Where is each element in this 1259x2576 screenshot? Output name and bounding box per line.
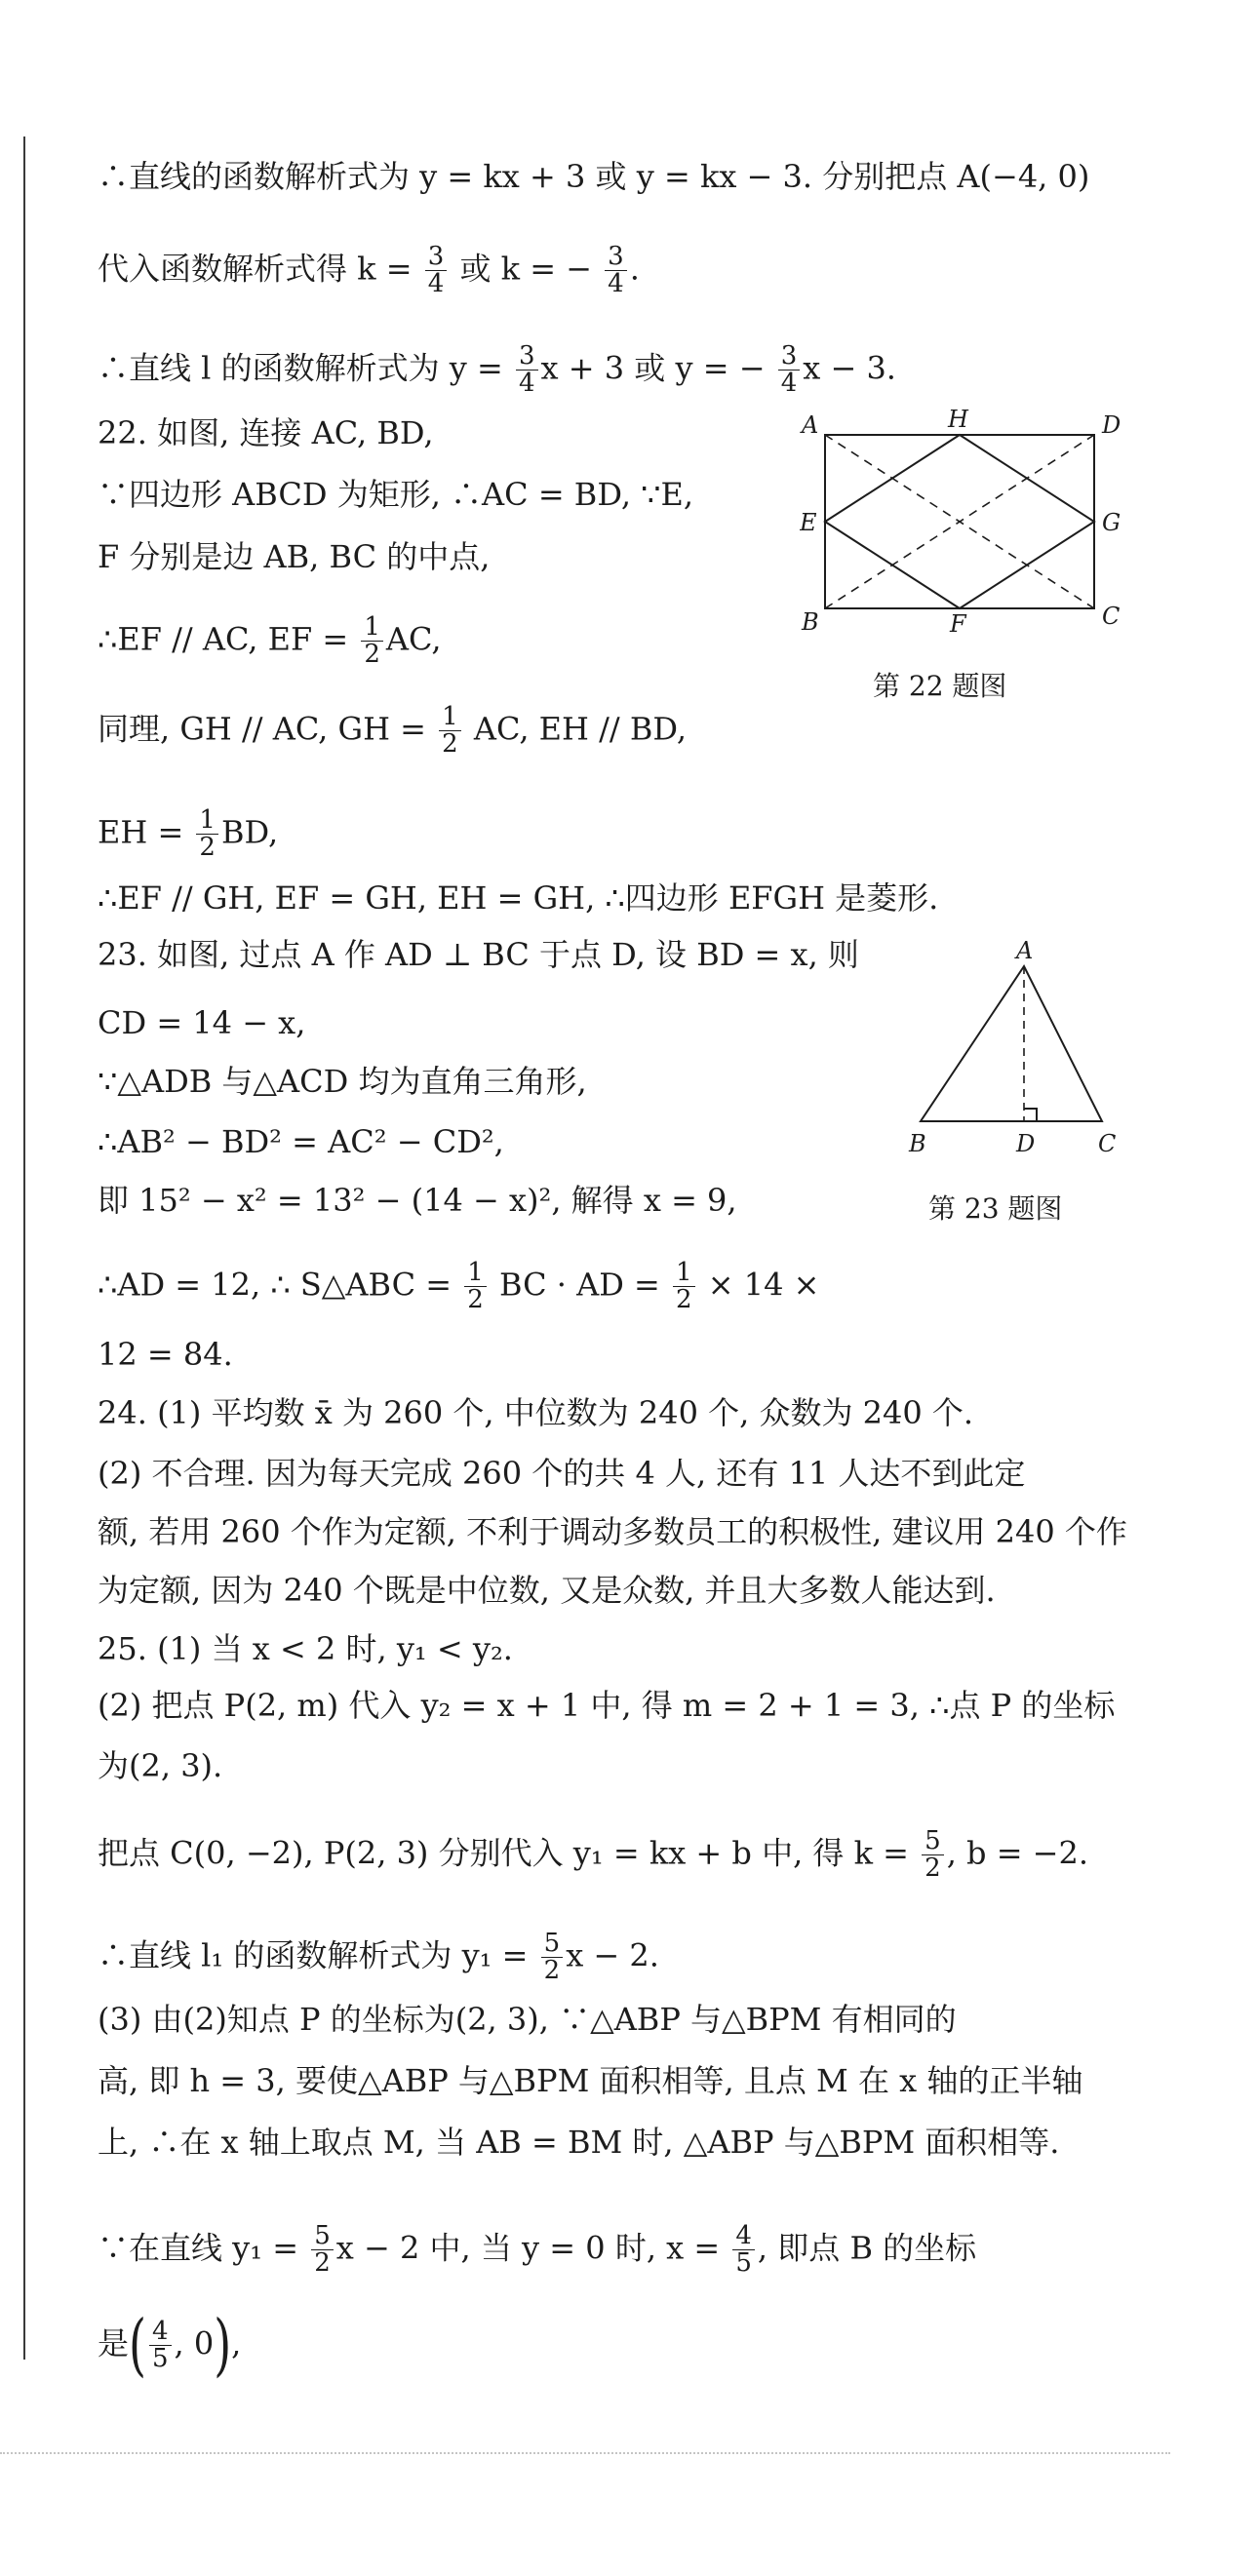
label-B: B — [909, 1130, 926, 1157]
text-run: 把点 C(0, −2), P(2, 3) 分别代入 y₁ = kx + b 中, 得 k = — [98, 1834, 920, 1872]
text-run: 或 k = − — [450, 250, 603, 288]
fraction-numerator: 4 — [732, 2223, 755, 2250]
text-run: BC · AD = — [489, 1266, 671, 1304]
text-run: ∴EF // AC, EF = — [98, 620, 359, 658]
text-run: x − 2. — [566, 1936, 659, 1974]
text-line — [98, 807, 278, 862]
text-run: 代入函数解析式得 k = — [98, 250, 422, 288]
label-D: D — [1102, 411, 1121, 439]
text-run: AC, — [385, 620, 442, 658]
fraction-numerator: 1 — [464, 1260, 487, 1287]
label-G: G — [1102, 509, 1121, 536]
fraction-numerator: 5 — [922, 1828, 944, 1855]
label-F: F — [950, 610, 966, 634]
text-run: , b = −2. — [946, 1834, 1089, 1872]
fraction-denominator: 2 — [314, 2248, 331, 2279]
text-line: 12 = 84. — [98, 1336, 233, 1373]
label-B: B — [802, 608, 819, 634]
text-run: 是 — [98, 2324, 130, 2362]
fraction — [196, 807, 218, 862]
label-C: C — [1098, 1130, 1117, 1157]
text-run: × 14 × — [697, 1266, 820, 1304]
text-run: x − 3. — [803, 349, 896, 387]
fraction-numerator: 1 — [196, 807, 218, 835]
fraction — [516, 343, 538, 398]
fraction-denominator: 4 — [519, 369, 535, 399]
text-line: (3) 由(2)知点 P 的坐标为(2, 3), ∵△ABP 与△BPM 有相同的 — [98, 2001, 957, 2038]
fraction — [605, 244, 627, 298]
left-margin-rule — [23, 137, 25, 2360]
text-line: 即 15² − x² = 13² − (14 − x)², 解得 x = 9, — [98, 1182, 737, 1219]
text-line — [98, 614, 442, 669]
text-line: 25. (1) 当 x < 2 时, y₁ < y₂. — [98, 1630, 513, 1667]
text-line: 24. (1) 平均数 x̄ 为 260 个, 中位数为 240 个, 众数为 240 个. — [98, 1394, 974, 1431]
fraction — [464, 1260, 487, 1314]
fraction — [439, 704, 461, 759]
text-line — [98, 1931, 659, 1985]
fraction — [425, 244, 448, 298]
text-run: AC, EH // BD, — [463, 710, 688, 748]
fraction-denominator: 4 — [780, 369, 798, 399]
figure-23-triangle — [907, 931, 1131, 1160]
fraction-denominator: 2 — [467, 1285, 484, 1315]
fraction — [673, 1260, 695, 1314]
fraction-denominator: 5 — [735, 2248, 752, 2279]
fraction — [311, 2223, 334, 2278]
text-line: ∵四边形 ABCD 为矩形, ∴AC = BD, ∵E, — [98, 476, 694, 513]
fraction — [922, 1828, 944, 1883]
text-line: ∴AB² − BD² = AC² − CD², — [98, 1123, 504, 1160]
text-line: 为(2, 3). — [98, 1747, 223, 1784]
large-parenthesis: ) — [214, 2305, 232, 2385]
text-line — [98, 2305, 242, 2385]
figure-23-caption: 第 23 题图 — [928, 1192, 1063, 1225]
label-A: A — [1016, 937, 1034, 964]
text-run: ∴直线 l 的函数解析式为 y = — [98, 349, 513, 387]
fraction-numerator: 1 — [439, 704, 461, 731]
fraction — [778, 343, 801, 398]
text-line: ∴EF // GH, EF = GH, EH = GH, ∴四边形 EFGH 是菱形. — [98, 879, 939, 917]
text-run: . — [629, 250, 640, 288]
text-run: x − 2 中, 当 y = 0 时, x = — [335, 2229, 730, 2267]
text-run: , 0 — [174, 2324, 215, 2362]
fraction-numerator: 4 — [149, 2319, 172, 2346]
fraction-numerator: 1 — [673, 1260, 695, 1287]
text-run: BD, — [220, 813, 279, 851]
text-run: ∴直线 l₁ 的函数解析式为 y₁ = — [98, 1936, 538, 1974]
text-line: CD = 14 − x, — [98, 1004, 306, 1041]
text-line: ∵△ADB 与△ACD 均为直角三角形, — [98, 1063, 587, 1100]
text-line: 为定额, 因为 240 个既是中位数, 又是众数, 并且大多数人能达到. — [98, 1572, 996, 1609]
fraction-numerator: 5 — [311, 2223, 334, 2250]
label-H: H — [948, 406, 968, 433]
text-line: 上, ∴在 x 轴上取点 M, 当 AB = BM 时, △ABP 与△BPM 面积相等. — [98, 2124, 1060, 2161]
right-angle-mark — [1024, 1109, 1037, 1121]
text-run: , — [231, 2324, 242, 2362]
fraction — [361, 614, 383, 669]
text-line — [98, 704, 687, 759]
text-run: ∵在直线 y₁ = — [98, 2229, 309, 2267]
text-line: F 分别是边 AB, BC 的中点, — [98, 538, 491, 575]
label-A: A — [802, 411, 819, 439]
fraction-denominator: 2 — [676, 1285, 692, 1315]
text-line — [98, 343, 896, 398]
fraction-numerator: 5 — [541, 1931, 564, 1958]
triangle-abc — [921, 966, 1102, 1121]
text-line: 高, 即 h = 3, 要使△ABP 与△BPM 面积相等, 且点 M 在 x 轴的正半轴 — [98, 2062, 1083, 2099]
figure-22-caption: 第 22 题图 — [873, 670, 1007, 702]
fraction-denominator: 2 — [199, 833, 216, 863]
fraction-denominator: 2 — [442, 729, 458, 760]
text-line — [98, 1260, 819, 1314]
bottom-dotted-rule — [0, 2452, 1170, 2454]
label-E: E — [800, 509, 817, 536]
figure-22-rectangle-rhombus — [800, 400, 1131, 634]
fraction — [149, 2319, 172, 2373]
text-run: 同理, GH // AC, GH = — [98, 710, 437, 748]
fraction — [541, 1931, 564, 1985]
text-line: 额, 若用 260 个作为定额, 不利于调动多数员工的积极性, 建议用 240 个作 — [98, 1513, 1127, 1550]
large-parenthesis: ( — [129, 2305, 146, 2385]
text-run: x + 3 或 y = − — [540, 349, 775, 387]
fraction-numerator: 3 — [516, 343, 538, 371]
fraction-numerator: 3 — [425, 244, 448, 271]
fraction-denominator: 4 — [608, 269, 624, 299]
text-run: , 即点 B 的坐标 — [757, 2229, 977, 2267]
text-line: (2) 把点 P(2, m) 代入 y₂ = x + 1 中, 得 m = 2 + 1 = 3, ∴点 P 的坐标 — [98, 1687, 1116, 1724]
fraction-denominator: 5 — [151, 2344, 169, 2374]
fraction-denominator: 2 — [543, 1956, 561, 1986]
fraction-numerator: 3 — [778, 343, 801, 371]
text-line — [98, 1828, 1088, 1883]
fraction — [732, 2223, 755, 2278]
fraction-denominator: 2 — [364, 640, 380, 670]
fraction-denominator: 2 — [925, 1854, 941, 1884]
text-line — [98, 244, 640, 298]
text-run: EH = — [98, 813, 194, 851]
fraction-denominator: 4 — [427, 269, 445, 299]
text-line: (2) 不合理. 因为每天完成 260 个的共 4 人, 还有 11 人达不到此定 — [98, 1455, 1026, 1492]
text-line: 23. 如图, 过点 A 作 AD ⊥ BC 于点 D, 设 BD = x, 则 — [98, 936, 859, 973]
label-C: C — [1102, 603, 1121, 630]
text-line: ∴直线的函数解析式为 y = kx + 3 或 y = kx − 3. 分别把点 A(−4, 0) — [98, 158, 1090, 195]
fraction-numerator: 1 — [361, 614, 383, 642]
text-run: ∴AD = 12, ∴ S△ABC = — [98, 1266, 462, 1304]
fraction-numerator: 3 — [605, 244, 627, 271]
label-D: D — [1016, 1130, 1036, 1157]
text-line — [98, 2223, 976, 2278]
text-line: 22. 如图, 连接 AC, BD, — [98, 414, 434, 451]
